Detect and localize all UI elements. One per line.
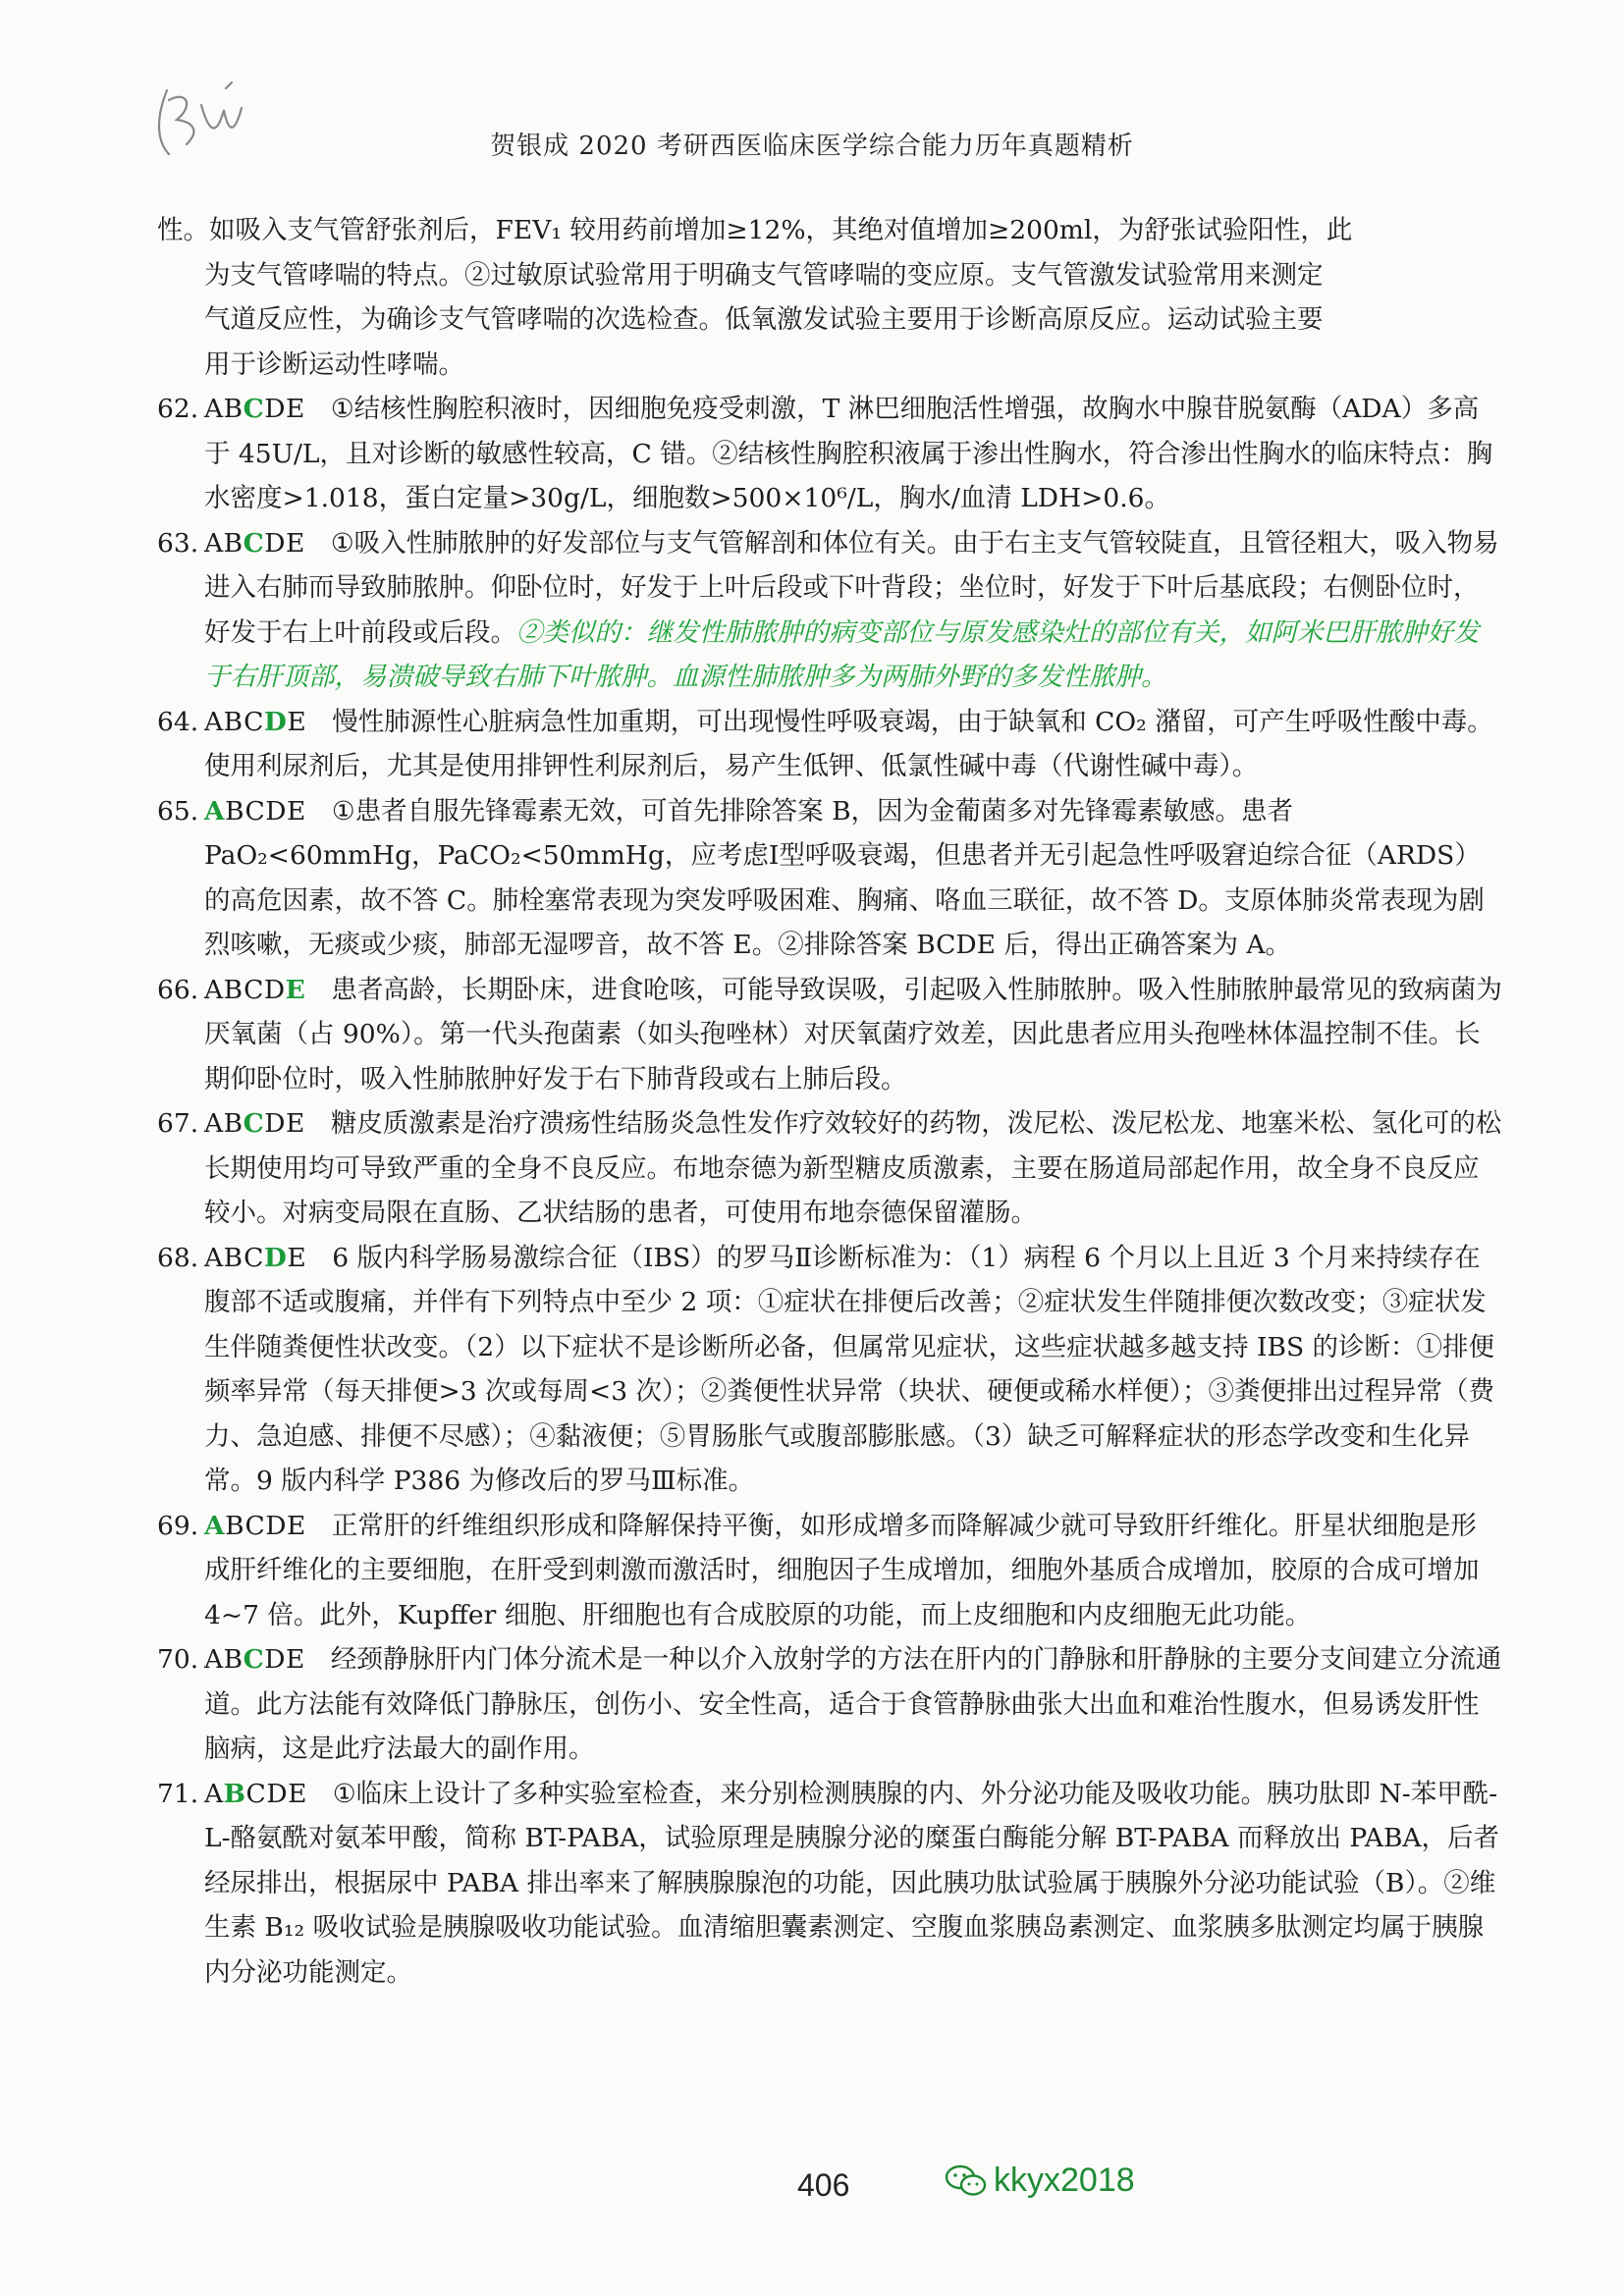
options-before: ABC: [204, 1242, 264, 1273]
correct-answer: D: [263, 706, 288, 737]
correct-answer: A: [204, 795, 226, 827]
intro-line: 为支气管哮喘的特点。②过敏原试验常用于明确支气管哮喘的变应原。支气管激发试验常用来测定: [204, 259, 1324, 291]
question-item-69: [157, 1504, 1502, 1638]
intro-line: 用于诊断运动性哮喘。: [204, 348, 464, 380]
options-after: DE: [264, 1108, 305, 1139]
green-note: ②类似的：继发性肺脓肿的病变部位与原发感染灶的部位有关，如阿米巴肝脓肿好发于右肝顶部，易溃破导致右肺下叶脓肿。血源性肺脓肿多为两肺外野的多发性脓肿。: [204, 616, 1480, 692]
explanation-text: 正常肝的纤维组织形成和降解保持平衡，如形成增多而降解减少就可导致肝纤维化。肝星状细胞是形成肝纤维化的主要细胞，在肝受到刺激而激活时，细胞因子生成增加，细胞外基质合成增加，胶原的合成可增加 4~7 倍。此外，Kupffer 细胞、肝细胞也有合成胶原的功能，而上皮细胞和内皮细胞无此功能。: [204, 1510, 1480, 1630]
options-before: AB: [204, 527, 244, 559]
explanation-text: 经颈静脉肝内门体分流术是一种以介入放射学的方法在肝内的门静脉和肝静脉的主要分支间建立分流通道。此方法能有效降低门静脉压，创伤小、安全性高，适合于食管静脉曲张大出血和难治性腹水，但易诱发肝性脑病，这是此疗法最大的副作用。: [204, 1644, 1502, 1764]
correct-answer: C: [243, 1644, 265, 1675]
answer-options: [204, 1779, 307, 1809]
watermark-text: kkyx2018: [994, 2162, 1135, 2199]
explanation-text: ①吸入性肺脓肿的好发部位与支气管解剖和体位有关。由于右主支气管较陡直，且管径粗大，吸入物易进入右肺而导致肺脓肿。仰卧位时，好发于上叶后段或下叶背段；坐位时，好发于下叶后基底段；右侧卧位时，好发于右上叶前段或后段。: [204, 527, 1499, 648]
answer-options: [204, 394, 305, 424]
answer-options: [204, 707, 306, 737]
question-number: 66.: [157, 974, 199, 1005]
correct-answer: D: [263, 1242, 288, 1273]
question-item-70: [157, 1637, 1502, 1772]
question-item-64: [157, 700, 1502, 789]
page-content: [157, 208, 1502, 1995]
question-number: 69.: [157, 1510, 199, 1541]
question-item-63: [157, 521, 1502, 700]
options-before: AB: [204, 1108, 244, 1139]
answer-options: [204, 1243, 306, 1273]
question-item-62: [157, 387, 1502, 521]
options-before: ABC: [204, 706, 264, 737]
intro-paragraph: [157, 208, 1502, 387]
correct-answer: E: [285, 974, 306, 1005]
correct-answer: C: [243, 1108, 265, 1139]
explanation-text: 慢性肺源性心脏病急性加重期，可出现慢性呼吸衰竭，由于缺氧和 CO₂ 潴留，可产生呼吸性酸中毒。使用利尿剂后，尤其是使用排钾性利尿剂后，易产生低钾、低氯性碱中毒（代谢性碱中毒）。: [204, 706, 1493, 781]
options-before: AB: [204, 394, 244, 424]
question-number: 68.: [157, 1242, 199, 1273]
explanation-text: 6 版内科学肠易激综合征（IBS）的罗马Ⅱ诊断标准为：（1）病程 6 个月以上且近 3 个月来持续存在腹部不适或腹痛，并伴有下列特点中至少 2 项：①症状在排便后改善；②症状发生伴随排便次数改变；③症状发生伴随粪便性状改变。（2）以下症状不是诊断所必备，但属常见症状，这些症状越多越支持 IBS 的诊断：①排便频率异常（每天排便>3 次或每周<3 次）；②粪便性状异常（块状、硬便或稀水样便）；③粪便排出过程异常（费力、急迫感、排便不尽感）；④黏液便；⑤胃肠胀气或腹部膨胀感。（3）缺乏可解释症状的形态学改变和生化异常。9 版内科学 P386 为修改后的罗马Ⅲ标准。: [204, 1242, 1495, 1496]
question-number: 65.: [157, 795, 199, 827]
options-after: DE: [264, 1644, 305, 1675]
page-header: 贺银成 2020 考研西医临床医学综合能力历年真题精析: [490, 132, 1134, 161]
answer-options: [204, 1108, 305, 1139]
question-number: 62.: [157, 394, 199, 424]
options-after: DE: [264, 527, 305, 559]
options-after: DE: [264, 394, 305, 424]
intro-line: 性。如吸入支气管舒张剂后，FEV₁ 较用药前增加≥12%，其绝对值增加≥200ml，为舒张试验阳性，此: [157, 215, 1353, 245]
question-number: 71.: [157, 1778, 199, 1809]
answer-options: [204, 796, 306, 827]
intro-line: 气道反应性，为确诊支气管哮喘的次选检查。低氧激发试验主要用于诊断高原反应。运动试验主要: [204, 304, 1324, 335]
options-after: E: [287, 1242, 307, 1273]
options-after: BCDE: [225, 1510, 306, 1541]
options-after: E: [287, 706, 307, 737]
question-item-67: [157, 1101, 1502, 1236]
watermark: [945, 2162, 1135, 2200]
question-item-66: [157, 968, 1502, 1102]
explanation-text: 患者高龄，长期卧床，进食呛咳，可能导致误吸，引起吸入性肺脓肿。吸入性肺脓肿最常见的致病菌为厌氧菌（占 90%）。第一代头孢菌素（如头孢唑林）对厌氧菌疗效差，因此患者应用头孢唑林体温控制不佳。长期仰卧位时，吸入性肺脓肿好发于右下肺背段或右上肺后段。: [204, 974, 1502, 1095]
wechat-icon: [945, 2163, 988, 2199]
question-item-65: [157, 789, 1502, 968]
explanation-text: ①患者自服先锋霉素无效，可首先排除答案 B，因为金葡菌多对先锋霉素敏感。患者 PaO₂<60mmHg，PaCO₂<50mmHg，应考虑Ⅰ型呼吸衰竭，但患者并无引起急性呼吸窘迫综合征（ARDS）的高危因素，故不答 C。肺栓塞常表现为突发呼吸困难、胸痛、咯血三联征，故不答 D。支原体肺炎常表现为剧烈咳嗽，无痰或少痰，肺部无湿啰音，故不答 E。②排除答案 BCDE 后，得出正确答案为 A。: [204, 795, 1485, 960]
options-after: CDE: [245, 1778, 307, 1809]
answer-options: [204, 1644, 305, 1675]
explanation-text: ①结核性胸腔积液时，因细胞免疫受刺激，T 淋巴细胞活性增强，故胸水中腺苷脱氨酶（ADA）多高于 45U/L，且对诊断的敏感性较高，C 错。②结核性胸腔积液属于渗出性胸水，符合渗出性胸水的临床特点：胸水密度>1.018，蛋白定量>30g/L，细胞数>500×10⁶/L，胸水/血清 LDH>0.6。: [204, 394, 1493, 513]
question-number: 67.: [157, 1108, 199, 1139]
answer-options: [204, 528, 305, 559]
answer-options: [204, 1511, 306, 1541]
options-after: BCDE: [225, 795, 306, 827]
correct-answer: C: [243, 394, 265, 424]
question-item-71: [157, 1772, 1502, 1996]
options-before: A: [204, 1778, 224, 1809]
question-number: 63.: [157, 527, 199, 559]
correct-answer: B: [223, 1778, 246, 1809]
explanation-text: ①临床上设计了多种实验室检查，来分别检测胰腺的内、外分泌功能及吸收功能。胰功肽即 N-苯甲酰-L-酪氨酰对氨苯甲酸，简称 BT-PABA，试验原理是胰腺分泌的糜蛋白酶能分解 BT-PABA 而释放出 PABA，后者经尿排出，根据尿中 PABA 排出率来了解胰腺腺泡的功能，因此胰功肽试验属于胰腺外分泌功能试验（B）。②维生素 B₁₂ 吸收试验是胰腺吸收功能试验。血清缩胆囊素测定、空腹血浆胰岛素测定、血浆胰多肽测定均属于胰腺内分泌功能测定。: [204, 1778, 1500, 1988]
question-number: 64.: [157, 706, 199, 737]
explanation-text: 糖皮质激素是治疗溃疡性结肠炎急性发作疗效较好的药物，泼尼松、泼尼松龙、地塞米松、氢化可的松长期使用均可导致严重的全身不良反应。布地奈德为新型糖皮质激素，主要在肠道局部起作用，故全身不良反应较小。对病变局限在直肠、乙状结肠的患者，可使用布地奈德保留灌肠。: [204, 1108, 1502, 1228]
options-before: AB: [204, 1644, 244, 1675]
answer-options: [204, 975, 305, 1005]
page-number: 406: [797, 2167, 850, 2203]
question-item-68: [157, 1236, 1502, 1504]
correct-answer: A: [204, 1510, 226, 1541]
correct-answer: C: [243, 527, 265, 559]
question-number: 70.: [157, 1644, 199, 1675]
options-before: ABCD: [204, 974, 286, 1005]
